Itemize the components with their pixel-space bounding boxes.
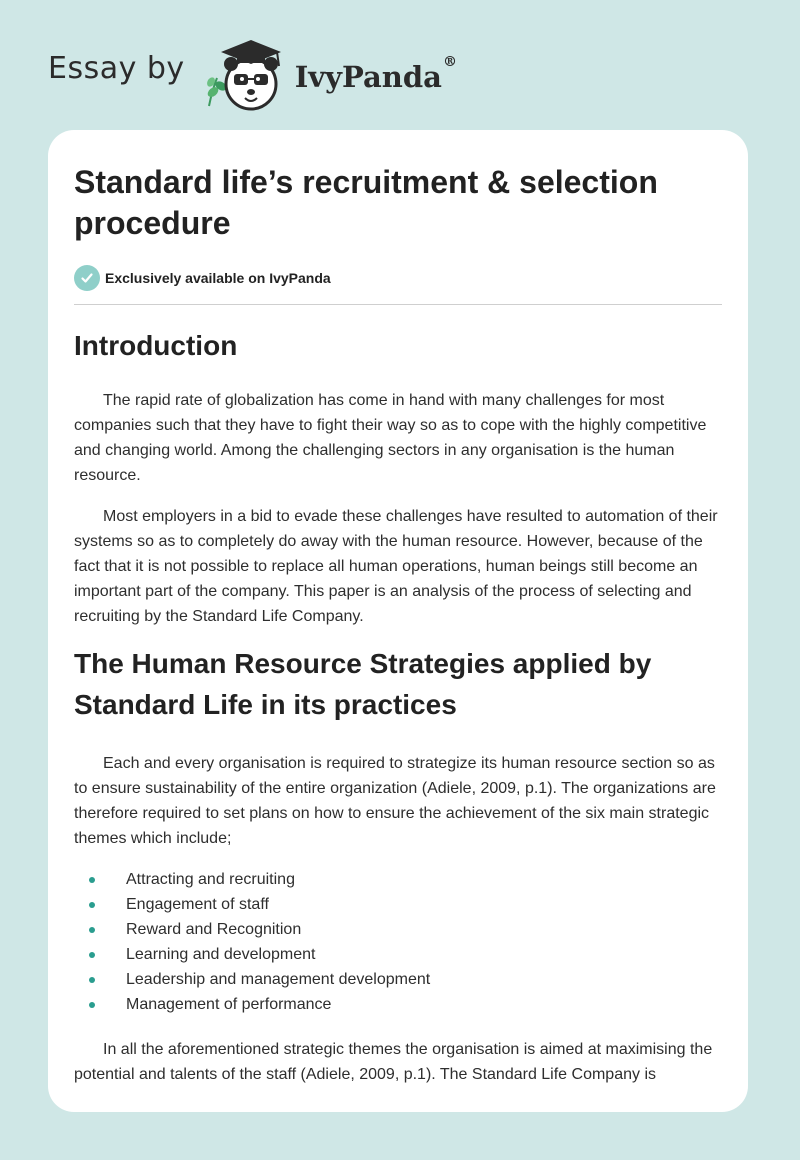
list-item xyxy=(74,992,722,1017)
panda-logo-icon[interactable] xyxy=(199,34,291,114)
bullet-icon xyxy=(89,877,95,883)
paragraph: Most employers in a bid to evade these challenges have resulted to automation of their systems so as to completely do away with the human resource. However, because of the fact that it is not possible to replace all human operations, human beings still become an important part of the company. This paper is an analysis of the process of selecting and recruiting by the Standard Life Company. xyxy=(74,508,718,625)
section-heading-hr-strategies: The Human Resource Strategies applied by Standard Life in its practices xyxy=(74,648,652,720)
bullet-icon xyxy=(89,1002,95,1008)
list-item xyxy=(74,942,722,967)
list-item-text: Management of performance xyxy=(126,996,332,1013)
paragraph: The rapid rate of globalization has come in hand with many challenges for most companies such that they have to fight their way so as to cope with the highly competitive and changing world. Among the challenging sectors in any organisation is the human resource. xyxy=(74,392,707,484)
list-item-text: Engagement of staff xyxy=(126,896,269,913)
registered-mark: ® xyxy=(442,54,457,70)
divider xyxy=(74,304,722,305)
list-item-text: Reward and Recognition xyxy=(126,921,302,938)
page-title: Standard life’s recruitment & selection procedure xyxy=(74,164,658,241)
bullet-icon xyxy=(89,977,95,983)
essay-by-label: Essay by xyxy=(48,50,185,86)
essay-card xyxy=(48,130,748,1112)
list-item xyxy=(74,867,722,892)
brand-name[interactable] xyxy=(294,54,457,94)
bullet-icon xyxy=(89,927,95,933)
list-item-text: Attracting and recruiting xyxy=(126,871,295,888)
bullet-icon xyxy=(89,902,95,908)
list-item xyxy=(74,967,722,992)
paragraph: Each and every organisation is required to strategize its human resource section so as to ensure sustainability of the entire organization (Adiele, 2009, p.1). The organizations are therefore required to set plans on how to ensure the achievement of the six main strategic themes which include; xyxy=(74,755,716,847)
section-heading-introduction: Introduction xyxy=(74,330,238,361)
list-item-text: Leadership and management development xyxy=(126,971,431,988)
paragraph: In all the aforementioned strategic themes the organisation is aimed at maximising the potential and talents of the staff (Adiele, 2009, p.1). The Standard Life Company is xyxy=(74,1041,713,1083)
list-item xyxy=(74,917,722,942)
brand-text: IvyPanda xyxy=(294,60,442,94)
check-icon xyxy=(74,265,100,291)
exclusive-badge xyxy=(74,264,722,292)
list-item xyxy=(74,892,722,917)
exclusive-text: Exclusively available on IvyPanda xyxy=(105,270,331,286)
list-item-text: Learning and development xyxy=(126,946,316,963)
strategic-themes-list xyxy=(74,867,722,1017)
bullet-icon xyxy=(89,952,95,958)
site-header xyxy=(48,34,457,114)
